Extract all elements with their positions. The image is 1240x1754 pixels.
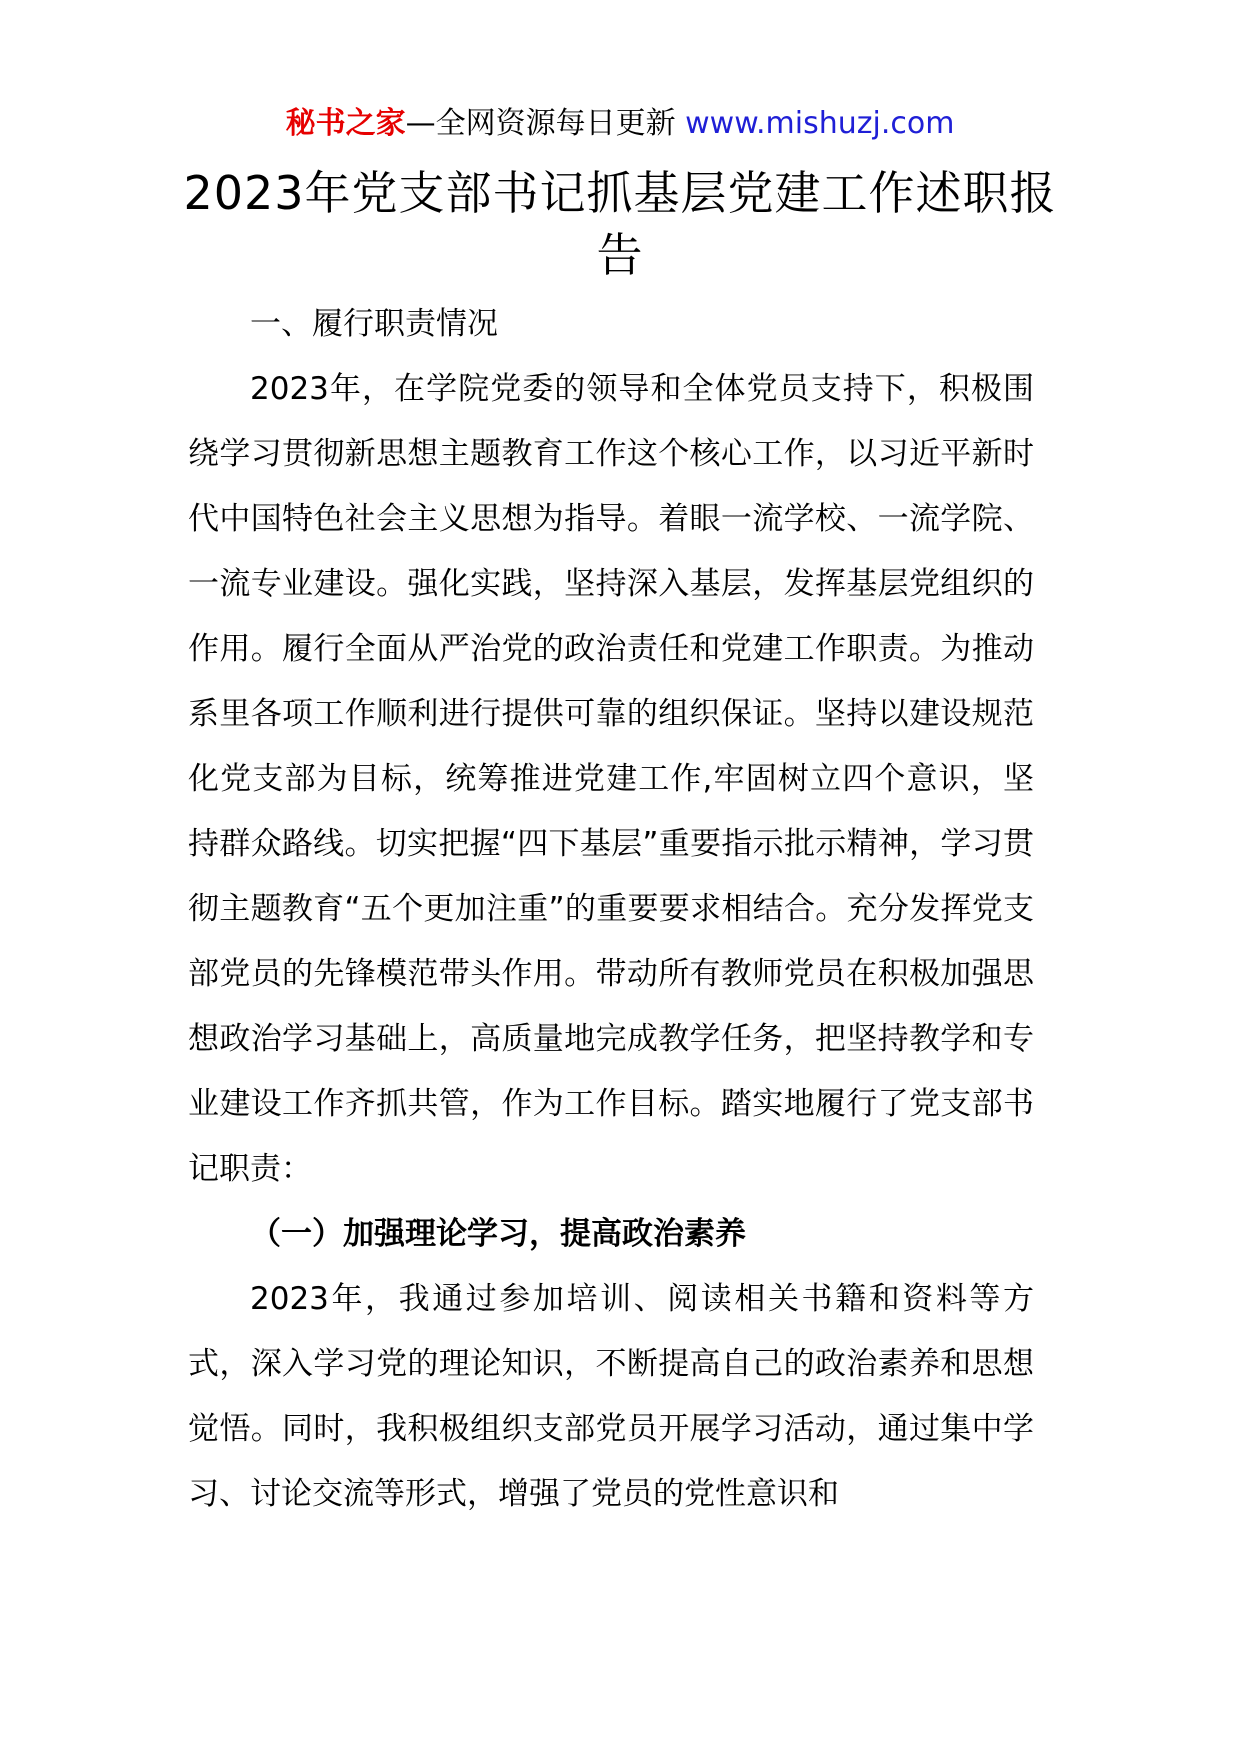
document-title: 2023年党支部书记抓基层党建工作述职报告 <box>183 166 1057 282</box>
subsection-heading: （一）加强理论学习，提高政治素养 <box>250 1216 746 1252</box>
body-paragraph: 2023年，我通过参加培训、阅读相关书籍和资料等方式，深入学习党的理论知识，不断提高自己的政治素养和思想觉悟。同时，我积极组织支部党员开展学习活动，通过集中学习、讨论交流等形式，增强了党员的党性意识和 <box>188 1281 1034 1512</box>
document-body <box>188 292 1034 1527</box>
header-url: www.mishuzj.com <box>685 106 955 141</box>
header-brand: 秘书之家 <box>285 106 406 141</box>
section-heading: 一、履行职责情况 <box>250 306 498 342</box>
watermark-header <box>0 100 1240 148</box>
body-paragraph: 2023年，在学院党委的领导和全体党员支持下，积极围绕学习贯彻新思想主题教育工作这个核心工作，以习近平新时代中国特色社会主义思想为指导。着眼一流学校、一流学院、一流专业建设。强化实践，坚持深入基层，发挥基层党组织的作用。履行全面从严治党的政治责任和党建工作职责。为推动系里各项工作顺利进行提供可靠的组织保证。坚持以建设规范化党支部为目标，统筹推进党建工作,牢固树立四个意识，坚持群众路线。切实把握“四下基层”重要指示批示精神，学习贯彻主题教育“五个更加注重”的重要要求相结合。充分发挥党支部党员的先锋模范带头作用。带动所有教师党员在积极加强思想政治学习基础上，高质量地完成教学任务，把坚持教学和专业建设工作齐抓共管，作为工作目标。踏实地履行了党支部书记职责： <box>188 371 1034 1187</box>
header-tagline: —全网资源每日更新 <box>405 106 686 141</box>
